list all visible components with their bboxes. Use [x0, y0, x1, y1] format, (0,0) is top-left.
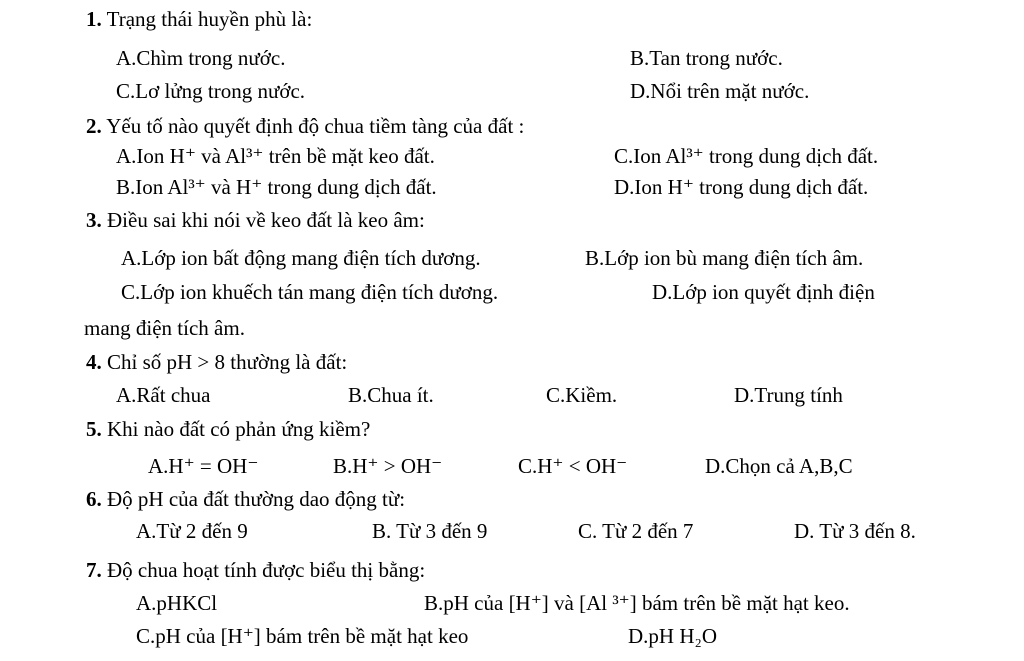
question-2-option-a: A.Ion H⁺ và Al³⁺ trên bề mặt keo đất. — [116, 144, 435, 168]
question-2-stem — [86, 113, 524, 139]
cut-off-next-line — [0, 652, 1024, 661]
question-6-option-a: A.Từ 2 đến 9 — [136, 519, 248, 543]
question-6-stem — [86, 486, 405, 512]
question-2-number: 2. — [86, 114, 102, 138]
question-4-option-a: A.Rất chua — [116, 383, 211, 407]
question-1-option-a: A.Chìm trong nước. — [116, 46, 286, 70]
question-5-option-c: C.H⁺ < OH⁻ — [518, 454, 628, 478]
question-5-option-b: B.H⁺ > OH⁻ — [333, 454, 443, 478]
question-1-stem — [86, 6, 312, 32]
question-6-option-d: D. Từ 3 đến 8. — [794, 519, 916, 543]
question-3-text: Điều sai khi nói về keo đất là keo âm: — [107, 208, 425, 232]
question-5-text: Khi nào đất có phản ứng kiềm? — [107, 417, 371, 441]
question-1-text: Trạng thái huyền phù là: — [106, 7, 313, 31]
question-7-number: 7. — [86, 558, 102, 582]
question-7-option-a: A.pHKCl — [136, 591, 218, 615]
question-5-stem — [86, 416, 370, 442]
question-5-number: 5. — [86, 417, 102, 441]
question-3-stem — [86, 207, 425, 233]
question-2-text: Yếu tố nào quyết định độ chua tiềm tàng của đất : — [106, 114, 525, 138]
question-3-option-d: D.Lớp ion quyết định điện — [652, 280, 875, 304]
question-3-option-b: B.Lớp ion bù mang điện tích âm. — [585, 246, 864, 270]
question-7-option-b: B.pH của [H⁺] và [Al ³⁺] bám trên bề mặt hạt keo. — [424, 591, 850, 615]
question-6-text: Độ pH của đất thường dao động từ: — [107, 487, 406, 511]
question-7-option-d: D.pH H₂O — [628, 624, 717, 648]
question-2-option-d: D.Ion H⁺ trong dung dịch đất. — [614, 175, 869, 199]
question-4-option-d: D.Trung tính — [734, 383, 843, 407]
question-6-number: 6. — [86, 487, 102, 511]
question-2-option-c: C.Ion Al³⁺ trong dung dịch đất. — [614, 144, 879, 168]
question-3-option-a: A.Lớp ion bất động mang điện tích dương. — [121, 246, 481, 270]
question-4-number: 4. — [86, 350, 102, 374]
question-4-text: Chỉ số pH > 8 thường là đất: — [107, 350, 348, 374]
question-4-option-b: B.Chua ít. — [348, 383, 434, 407]
question-6-option-c: C. Từ 2 đến 7 — [578, 519, 694, 543]
question-7-text: Độ chua hoạt tính được biểu thị bằng: — [107, 558, 426, 582]
question-7-option-c: C.pH của [H⁺] bám trên bề mặt hạt keo — [136, 624, 469, 648]
question-4-option-c: C.Kiềm. — [546, 383, 618, 407]
question-3-option-c: C.Lớp ion khuếch tán mang điện tích dương. — [121, 280, 499, 304]
question-7-stem — [86, 557, 425, 583]
question-6-option-b: B. Từ 3 đến 9 — [372, 519, 488, 543]
question-1-option-c: C.Lơ lửng trong nước. — [116, 79, 306, 103]
question-1-number: 1. — [86, 7, 102, 31]
question-4-stem — [86, 349, 347, 375]
question-1-option-d: D.Nổi trên mặt nước. — [630, 79, 810, 103]
question-3-number: 3. — [86, 208, 102, 232]
question-3-option-d-continued: mang điện tích âm. — [84, 316, 245, 340]
question-2-option-b: B.Ion Al³⁺ và H⁺ trong dung dịch đất. — [116, 175, 437, 199]
question-5-option-a: A.H⁺ = OH⁻ — [148, 454, 259, 478]
question-5-option-d: D.Chọn cả A,B,C — [705, 454, 853, 478]
question-1-option-b: B.Tan trong nước. — [630, 46, 783, 70]
